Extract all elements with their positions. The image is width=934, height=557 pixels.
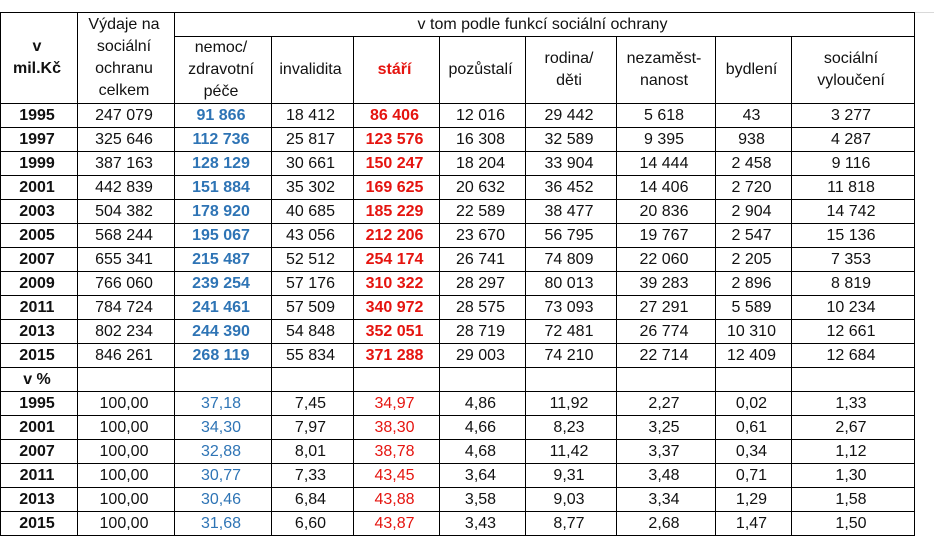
family-cell[interactable]: 8,77	[526, 512, 617, 536]
survivors-cell[interactable]: 4,68	[440, 440, 526, 464]
year-cell[interactable]: 2013	[1, 320, 78, 344]
health-cell[interactable]: 128 129	[175, 152, 272, 176]
unemployment-cell[interactable]: 3,34	[617, 488, 716, 512]
survivors-cell[interactable]: 28 297	[440, 272, 526, 296]
social-exclusion-header-line: vyloučení	[817, 72, 885, 89]
percent-row	[1, 416, 915, 440]
total-header-line: Výdaje na	[88, 16, 160, 33]
housing-header-cell[interactable]	[716, 37, 792, 104]
amount-row	[1, 224, 915, 248]
total-cell[interactable]: 387 163	[78, 152, 175, 176]
old-age-cell[interactable]: 38,30	[354, 416, 440, 440]
header-row-1	[1, 13, 915, 37]
unemployment-cell[interactable]: 5 618	[617, 104, 716, 128]
percent-row	[1, 440, 915, 464]
family-cell[interactable]: 29 442	[526, 104, 617, 128]
unemployment-cell[interactable]: 19 767	[617, 224, 716, 248]
disability-header-cell[interactable]	[272, 37, 354, 104]
housing-cell[interactable]: 2 205	[716, 248, 792, 272]
unit-header-cell[interactable]	[1, 13, 78, 104]
family-cell[interactable]: 74 210	[526, 344, 617, 368]
housing-cell[interactable]: 2 896	[716, 272, 792, 296]
total-expenditure-header-cell[interactable]	[78, 13, 175, 104]
year-cell[interactable]: 2005	[1, 224, 78, 248]
health-cell[interactable]: 112 736	[175, 128, 272, 152]
year-cell[interactable]: 2003	[1, 200, 78, 224]
disability-header-line: invalidita	[279, 61, 342, 78]
total-cell[interactable]: 766 060	[78, 272, 175, 296]
disability-cell[interactable]: 54 848	[272, 320, 354, 344]
health-cell[interactable]: 91 866	[175, 104, 272, 128]
total-cell[interactable]: 568 244	[78, 224, 175, 248]
health-cell[interactable]: 151 884	[175, 176, 272, 200]
disability-cell[interactable]: 18 412	[272, 104, 354, 128]
functions-group-title: v tom podle funkcí sociální ochrany	[417, 15, 668, 33]
total-cell[interactable]: 504 382	[78, 200, 175, 224]
unemployment-cell[interactable]: 20 836	[617, 200, 716, 224]
old-age-cell[interactable]: 185 229	[354, 200, 440, 224]
unemployment-cell[interactable]: 26 774	[617, 320, 716, 344]
housing-cell[interactable]: 2 547	[716, 224, 792, 248]
social-exclusion-cell[interactable]: 12 661	[792, 320, 915, 344]
empty-cell[interactable]	[617, 368, 716, 392]
health-cell[interactable]: 215 487	[175, 248, 272, 272]
unit-line-2: mil.Kč	[12, 60, 61, 77]
family-cell[interactable]: 72 481	[526, 320, 617, 344]
unemployment-cell[interactable]: 9 395	[617, 128, 716, 152]
total-cell[interactable]: 100,00	[78, 464, 175, 488]
family-cell[interactable]: 11,42	[526, 440, 617, 464]
unemployment-cell[interactable]: 2,68	[617, 512, 716, 536]
housing-cell[interactable]: 12 409	[716, 344, 792, 368]
social-protection-table	[0, 12, 915, 536]
family-cell[interactable]: 32 589	[526, 128, 617, 152]
health-cell[interactable]: 195 067	[175, 224, 272, 248]
year-cell[interactable]: 2011	[1, 296, 78, 320]
old-age-cell[interactable]: 169 625	[354, 176, 440, 200]
old-age-cell[interactable]: 43,45	[354, 464, 440, 488]
amount-row	[1, 200, 915, 224]
survivors-cell[interactable]: 4,66	[440, 416, 526, 440]
year-cell[interactable]: 2009	[1, 272, 78, 296]
social-exclusion-cell[interactable]: 8 819	[792, 272, 915, 296]
old-age-cell[interactable]: 352 051	[354, 320, 440, 344]
amount-row	[1, 152, 915, 176]
year-cell[interactable]: 2015	[1, 512, 78, 536]
year-cell[interactable]: 1999	[1, 152, 78, 176]
total-cell[interactable]: 802 234	[78, 320, 175, 344]
old-age-header-cell[interactable]	[354, 37, 440, 104]
old-age-cell[interactable]: 150 247	[354, 152, 440, 176]
amount-row	[1, 272, 915, 296]
old-age-cell[interactable]: 371 288	[354, 344, 440, 368]
survivors-cell[interactable]: 29 003	[440, 344, 526, 368]
percent-row	[1, 464, 915, 488]
health-cell[interactable]: 37,18	[175, 392, 272, 416]
health-header-line: nemoc/	[194, 39, 248, 56]
social-exclusion-cell[interactable]: 7 353	[792, 248, 915, 272]
unemployment-cell[interactable]: 2,27	[617, 392, 716, 416]
social-exclusion-cell[interactable]: 15 136	[792, 224, 915, 248]
old-age-cell[interactable]: 310 322	[354, 272, 440, 296]
housing-cell[interactable]: 10 310	[716, 320, 792, 344]
family-header-line: rodina/	[544, 50, 594, 67]
family-cell[interactable]: 36 452	[526, 176, 617, 200]
total-header-line: ochranu	[95, 60, 153, 77]
housing-cell[interactable]: 2 904	[716, 200, 792, 224]
empty-cell[interactable]	[272, 368, 354, 392]
disability-cell[interactable]: 57 509	[272, 296, 354, 320]
old-age-cell[interactable]: 254 174	[354, 248, 440, 272]
empty-cell[interactable]	[440, 368, 526, 392]
disability-cell[interactable]: 35 302	[272, 176, 354, 200]
family-cell[interactable]: 73 093	[526, 296, 617, 320]
year-cell[interactable]: 1995	[1, 104, 78, 128]
disability-cell[interactable]: 43 056	[272, 224, 354, 248]
health-cell[interactable]: 32,88	[175, 440, 272, 464]
unemployment-cell[interactable]: 27 291	[617, 296, 716, 320]
old-age-cell[interactable]: 34,97	[354, 392, 440, 416]
old-age-cell[interactable]: 38,78	[354, 440, 440, 464]
survivors-header-line: pozůstalí	[448, 61, 513, 78]
survivors-cell[interactable]: 22 589	[440, 200, 526, 224]
social-exclusion-cell[interactable]: 1,12	[792, 440, 915, 464]
amount-row	[1, 296, 915, 320]
empty-cell[interactable]	[526, 368, 617, 392]
social-exclusion-cell[interactable]: 14 742	[792, 200, 915, 224]
year-cell[interactable]: 2015	[1, 344, 78, 368]
housing-cell[interactable]: 2 458	[716, 152, 792, 176]
old-age-cell[interactable]: 123 576	[354, 128, 440, 152]
survivors-cell[interactable]: 3,58	[440, 488, 526, 512]
housing-cell[interactable]: 0,61	[716, 416, 792, 440]
family-cell[interactable]: 9,03	[526, 488, 617, 512]
empty-cell[interactable]	[78, 368, 175, 392]
unemployment-cell[interactable]: 14 444	[617, 152, 716, 176]
family-cell[interactable]: 8,23	[526, 416, 617, 440]
unemployment-header-cell[interactable]	[617, 37, 716, 104]
housing-header-line: bydlení	[725, 61, 778, 78]
disability-cell[interactable]: 40 685	[272, 200, 354, 224]
survivors-cell[interactable]: 18 204	[440, 152, 526, 176]
health-header-line: zdravotní	[188, 61, 254, 78]
total-cell[interactable]: 100,00	[78, 392, 175, 416]
year-cell[interactable]: 2007	[1, 440, 78, 464]
year-cell[interactable]: 2013	[1, 488, 78, 512]
table-body	[1, 13, 915, 536]
unemployment-header-line: nezaměst-	[626, 50, 702, 67]
disability-cell[interactable]: 57 176	[272, 272, 354, 296]
health-cell[interactable]: 241 461	[175, 296, 272, 320]
health-cell[interactable]: 239 254	[175, 272, 272, 296]
year-cell[interactable]: 1997	[1, 128, 78, 152]
disability-cell[interactable]: 7,45	[272, 392, 354, 416]
housing-cell[interactable]: 938	[716, 128, 792, 152]
percent-row	[1, 392, 915, 416]
housing-cell[interactable]: 5 589	[716, 296, 792, 320]
old-age-cell[interactable]: 86 406	[354, 104, 440, 128]
empty-cell[interactable]	[354, 368, 440, 392]
amount-row	[1, 128, 915, 152]
survivors-cell[interactable]: 12 016	[440, 104, 526, 128]
percent-row	[1, 512, 915, 536]
old-age-cell[interactable]: 43,87	[354, 512, 440, 536]
health-header-cell[interactable]	[175, 37, 272, 104]
unemployment-cell[interactable]: 14 406	[617, 176, 716, 200]
social-exclusion-cell[interactable]: 1,33	[792, 392, 915, 416]
unemployment-cell[interactable]: 39 283	[617, 272, 716, 296]
empty-cell[interactable]	[716, 368, 792, 392]
survivors-cell[interactable]: 3,64	[440, 464, 526, 488]
health-cell[interactable]: 30,46	[175, 488, 272, 512]
survivors-cell[interactable]: 3,43	[440, 512, 526, 536]
social-exclusion-cell[interactable]: 1,30	[792, 464, 915, 488]
year-cell[interactable]: 1995	[1, 392, 78, 416]
amount-row	[1, 176, 915, 200]
social-exclusion-cell[interactable]: 1,58	[792, 488, 915, 512]
housing-cell[interactable]: 0,34	[716, 440, 792, 464]
empty-cell[interactable]	[175, 368, 272, 392]
total-cell[interactable]: 655 341	[78, 248, 175, 272]
total-cell[interactable]: 846 261	[78, 344, 175, 368]
social-exclusion-cell[interactable]: 9 116	[792, 152, 915, 176]
housing-cell[interactable]: 0,71	[716, 464, 792, 488]
social-exclusion-header-line: sociální	[823, 50, 879, 67]
disability-cell[interactable]: 6,84	[272, 488, 354, 512]
social-exclusion-cell[interactable]: 3 277	[792, 104, 915, 128]
housing-cell[interactable]: 43	[716, 104, 792, 128]
health-cell[interactable]: 30,77	[175, 464, 272, 488]
health-cell[interactable]: 34,30	[175, 416, 272, 440]
family-cell[interactable]: 11,92	[526, 392, 617, 416]
family-cell[interactable]: 38 477	[526, 200, 617, 224]
amount-row	[1, 104, 915, 128]
functions-group-header-cell[interactable]	[175, 13, 915, 37]
total-header-line: celkem	[98, 82, 150, 99]
social-exclusion-cell[interactable]: 2,67	[792, 416, 915, 440]
housing-cell[interactable]: 2 720	[716, 176, 792, 200]
health-cell[interactable]: 178 920	[175, 200, 272, 224]
amount-row	[1, 344, 915, 368]
social-exclusion-cell[interactable]: 1,50	[792, 512, 915, 536]
family-cell[interactable]: 74 809	[526, 248, 617, 272]
total-cell[interactable]: 325 646	[78, 128, 175, 152]
old-age-cell[interactable]: 340 972	[354, 296, 440, 320]
survivors-cell[interactable]: 20 632	[440, 176, 526, 200]
survivors-cell[interactable]: 4,86	[440, 392, 526, 416]
housing-cell[interactable]: 0,02	[716, 392, 792, 416]
health-cell[interactable]: 244 390	[175, 320, 272, 344]
year-cell[interactable]: 2001	[1, 416, 78, 440]
survivors-header-cell[interactable]	[440, 37, 526, 104]
total-cell[interactable]: 247 079	[78, 104, 175, 128]
old-age-cell[interactable]: 43,88	[354, 488, 440, 512]
amount-row	[1, 248, 915, 272]
social-exclusion-cell[interactable]: 10 234	[792, 296, 915, 320]
housing-cell[interactable]: 1,29	[716, 488, 792, 512]
health-cell[interactable]: 31,68	[175, 512, 272, 536]
disability-cell[interactable]: 55 834	[272, 344, 354, 368]
unemployment-cell[interactable]: 22 714	[617, 344, 716, 368]
unemployment-cell[interactable]: 22 060	[617, 248, 716, 272]
total-cell[interactable]: 100,00	[78, 440, 175, 464]
total-cell[interactable]: 784 724	[78, 296, 175, 320]
family-cell[interactable]: 9,31	[526, 464, 617, 488]
family-cell[interactable]: 33 904	[526, 152, 617, 176]
total-cell[interactable]: 100,00	[78, 416, 175, 440]
unemployment-header-line: nanost	[639, 72, 689, 89]
family-header-cell[interactable]	[526, 37, 617, 104]
percent-section-row	[1, 368, 915, 392]
total-cell[interactable]: 442 839	[78, 176, 175, 200]
unemployment-cell[interactable]: 3,48	[617, 464, 716, 488]
year-cell[interactable]: 2011	[1, 464, 78, 488]
percent-section-label[interactable]: v %	[1, 368, 78, 392]
old-age-cell[interactable]: 212 206	[354, 224, 440, 248]
unemployment-cell[interactable]: 3,25	[617, 416, 716, 440]
survivors-cell[interactable]: 23 670	[440, 224, 526, 248]
health-header-line: péče	[203, 83, 239, 100]
total-cell[interactable]: 100,00	[78, 488, 175, 512]
old-age-header-line: stáří	[377, 61, 412, 78]
disability-cell[interactable]: 7,33	[272, 464, 354, 488]
survivors-cell[interactable]: 26 741	[440, 248, 526, 272]
unemployment-cell[interactable]: 3,37	[617, 440, 716, 464]
disability-cell[interactable]: 52 512	[272, 248, 354, 272]
disability-cell[interactable]: 6,60	[272, 512, 354, 536]
health-cell[interactable]: 268 119	[175, 344, 272, 368]
empty-cell[interactable]	[792, 368, 915, 392]
survivors-cell[interactable]: 28 575	[440, 296, 526, 320]
family-cell[interactable]: 80 013	[526, 272, 617, 296]
social-exclusion-cell[interactable]: 12 684	[792, 344, 915, 368]
disability-cell[interactable]: 30 661	[272, 152, 354, 176]
unit-line-1: v	[32, 38, 42, 55]
social-exclusion-cell[interactable]: 11 818	[792, 176, 915, 200]
amount-row	[1, 320, 915, 344]
housing-cell[interactable]: 1,47	[716, 512, 792, 536]
disability-cell[interactable]: 25 817	[272, 128, 354, 152]
social-exclusion-cell[interactable]: 4 287	[792, 128, 915, 152]
family-header-line: děti	[556, 72, 582, 89]
percent-row	[1, 488, 915, 512]
year-cell[interactable]: 2001	[1, 176, 78, 200]
social-exclusion-header-cell[interactable]	[792, 37, 915, 104]
disability-cell[interactable]: 8,01	[272, 440, 354, 464]
total-cell[interactable]: 100,00	[78, 512, 175, 536]
disability-cell[interactable]: 7,97	[272, 416, 354, 440]
survivors-cell[interactable]: 16 308	[440, 128, 526, 152]
total-header-line: sociální	[96, 38, 152, 55]
family-cell[interactable]: 56 795	[526, 224, 617, 248]
survivors-cell[interactable]: 28 719	[440, 320, 526, 344]
year-cell[interactable]: 2007	[1, 248, 78, 272]
